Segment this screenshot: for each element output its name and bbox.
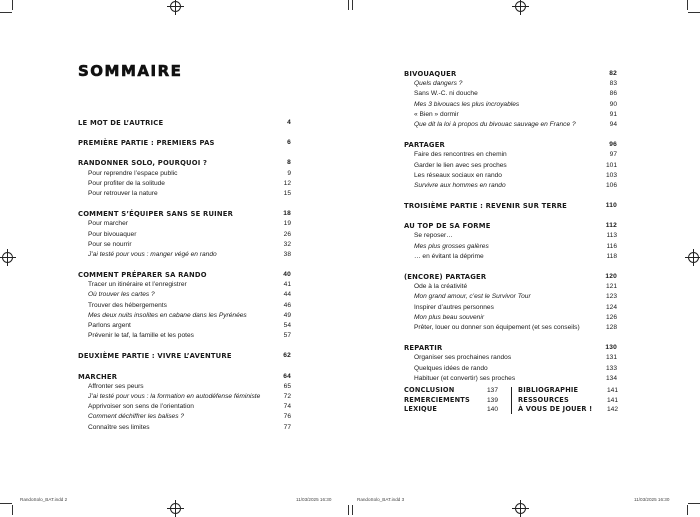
toc-entry-page-number: 8	[287, 159, 291, 167]
toc-entry-label: Quelques idées de rando	[414, 364, 488, 372]
toc-entry-page-number: 128	[605, 323, 617, 331]
toc-entry-page-number: 142	[606, 406, 618, 413]
toc-entry	[404, 110, 617, 120]
toc-entry-label: Habituer (et convertir) ses proches	[414, 374, 516, 382]
toc-entry	[78, 219, 291, 229]
toc-entry-label: Se reposer…	[414, 232, 453, 240]
toc-entry-label: REPARTIR	[404, 344, 443, 353]
toc-entry	[78, 230, 291, 240]
toc-entry-label: PREMIÈRE PARTIE : PREMIERS PAS	[78, 139, 215, 148]
toc-entry-label: À VOUS DE JOUER !	[518, 405, 593, 413]
back-matter-right	[518, 386, 618, 415]
toc-section-entry	[404, 140, 617, 150]
toc-entry-page-number: 19	[283, 220, 291, 228]
toc-entry	[78, 301, 291, 311]
toc-entry-page-number: 12	[283, 179, 291, 187]
toc-entry-page-number: 82	[609, 70, 617, 77]
toc-entry	[78, 290, 291, 300]
toc-entry	[404, 364, 617, 374]
toc-entry-page-number: 86	[609, 90, 617, 98]
slug-file-right: RandoSolo_BAT.indd 3	[357, 497, 405, 502]
toc-entry-page-number: 141	[606, 387, 618, 394]
toc-entry-page-number: 40	[283, 271, 291, 279]
toc-entry-page-number: 137	[486, 387, 498, 394]
toc-entry-label: LEXIQUE	[404, 405, 438, 413]
toc-entry-page-number: 116	[606, 242, 617, 250]
toc-entry	[404, 396, 498, 406]
toc-entry	[78, 311, 291, 321]
toc-entry	[404, 161, 617, 171]
toc-entry-page-number: 124	[605, 303, 617, 311]
toc-section-entry	[78, 118, 291, 128]
toc-entry-label: Tracer un itinéraire et l’enregistrer	[88, 281, 187, 289]
toc-entry-page-number: 26	[283, 230, 291, 238]
toc-entry-page-number: 134	[605, 374, 617, 382]
toc-entry	[78, 402, 291, 412]
toc-entry-page-number: 113	[606, 232, 617, 240]
toc-entry-label: Parlons argent	[88, 322, 131, 329]
toc-entry-label: Prêter, louer ou donner son équipement (et ses conseils)	[414, 323, 580, 331]
toc-entry	[404, 79, 617, 89]
toc-entry	[404, 282, 617, 292]
toc-entry-label: AU TOP DE SA FORME	[404, 222, 491, 231]
toc-entry	[78, 321, 291, 331]
toc-entry-label: Garder le lien avec ses proches	[414, 161, 507, 169]
toc-entry-page-number: 9	[287, 169, 291, 177]
toc-entry-page-number: 83	[609, 80, 617, 88]
page-title: SOMMAIRE	[78, 62, 183, 80]
slug-date-right: 11/03/2025 16:30	[634, 497, 670, 502]
toc-entry	[518, 396, 618, 406]
toc-entry	[78, 382, 291, 392]
toc-entry-page-number: 139	[486, 396, 498, 404]
toc-entry-label: « Bien » dormir	[414, 110, 459, 118]
toc-entry-label: Survivre aux hommes en rando	[414, 181, 506, 189]
toc-entry-label: BIVOUAQUER	[404, 70, 457, 78]
toc-entry	[78, 392, 291, 402]
toc-entry	[404, 231, 617, 241]
toc-left-column	[78, 118, 291, 433]
toc-entry	[404, 150, 617, 160]
toc-section-entry	[404, 69, 617, 79]
toc-entry	[404, 242, 617, 252]
toc-section-entry	[404, 343, 617, 353]
toc-entry-label: RANDONNER SOLO, POURQUOI ?	[78, 159, 208, 168]
toc-entry-label: … en évitant la déprime	[414, 252, 484, 260]
toc-entry	[404, 252, 617, 262]
toc-entry	[78, 169, 291, 179]
toc-entry	[78, 189, 291, 199]
toc-entry-label: J’ai testé pour vous : manger végé en rando	[88, 250, 217, 258]
toc-entry-label: J’ai testé pour vous : la formation en autodéfense féministe	[88, 392, 261, 400]
left-page	[0, 0, 350, 515]
toc-entry-page-number: 112	[605, 222, 617, 230]
slug-file-left: RandoSolo_BAT.indd 2	[20, 497, 68, 502]
toc-entry-page-number: 133	[605, 364, 617, 372]
toc-entry-page-number: 118	[606, 252, 617, 260]
slug-date-left: 11/03/2025 16:30	[296, 497, 332, 502]
toc-entry-page-number: 15	[283, 189, 291, 197]
toc-entry-page-number: 126	[605, 313, 617, 321]
toc-entry-page-number: 4	[287, 119, 291, 126]
toc-section-entry	[404, 221, 617, 231]
toc-entry-label: Pour profiter de la solitude	[88, 179, 165, 187]
toc-entry	[404, 100, 617, 110]
toc-entry-label: Faire des rencontres en chemin	[414, 151, 507, 159]
toc-entry-page-number: 106	[605, 181, 617, 189]
toc-entry-page-number: 46	[283, 301, 291, 309]
right-page	[350, 0, 700, 515]
toc-entry-label: REMERCIEMENTS	[404, 395, 470, 404]
toc-section-entry	[78, 372, 291, 382]
toc-entry-label: Mes 3 bivouacs les plus incroyables	[414, 100, 520, 108]
toc-entry	[518, 386, 618, 396]
toc-entry	[404, 120, 617, 130]
toc-entry	[78, 240, 291, 250]
toc-entry-label: Ode à la créativité	[414, 283, 468, 291]
toc-entry-page-number: 94	[609, 120, 617, 128]
toc-section-entry	[78, 270, 291, 280]
toc-entry-label: Sans W.-C. ni douche	[414, 90, 478, 98]
toc-entry-page-number: 90	[609, 100, 617, 108]
toc-entry	[404, 292, 617, 302]
back-matter-grid	[404, 386, 618, 416]
toc-entry	[78, 412, 291, 422]
toc-entry-page-number: 54	[283, 322, 291, 329]
toc-entry-label: Pour retrouver la nature	[88, 189, 158, 197]
toc-entry-label: Trouver des hébergements	[88, 301, 167, 309]
toc-entry	[78, 331, 291, 341]
toc-entry-page-number: 110	[605, 202, 617, 210]
toc-section-entry	[404, 201, 617, 211]
toc-entry	[404, 323, 617, 333]
toc-entry-page-number: 44	[283, 291, 291, 299]
toc-entry-label: Comment déchiffrer les balises ?	[88, 413, 185, 421]
toc-entry-page-number: 41	[283, 281, 291, 289]
toc-right-column	[404, 69, 617, 384]
toc-entry-label: Pour bivouaquer	[88, 230, 137, 238]
toc-entry-page-number: 62	[283, 352, 291, 360]
toc-entry-page-number: 49	[283, 311, 291, 319]
toc-entry-page-number: 65	[283, 382, 291, 390]
toc-entry-label: COMMENT PRÉPARER SA RANDO	[78, 271, 207, 280]
toc-entry	[404, 181, 617, 191]
toc-entry-page-number: 97	[609, 151, 617, 159]
toc-entry-label: Mon grand amour, c’est le Survivor Tour	[414, 293, 531, 301]
toc-section-entry	[78, 138, 291, 148]
toc-entry-page-number: 38	[283, 250, 291, 258]
toc-entry	[404, 386, 498, 396]
divider	[511, 387, 512, 414]
toc-entry-label: Organiser ses prochaines randos	[414, 354, 512, 362]
toc-entry-label: LE MOT DE L’AUTRICE	[78, 119, 164, 127]
toc-section-entry	[404, 272, 617, 282]
toc-entry-label: Pour reprendre l’espace public	[88, 169, 178, 177]
toc-entry	[78, 179, 291, 189]
toc-entry-page-number: 76	[283, 413, 291, 421]
toc-entry	[78, 280, 291, 290]
toc-entry-label: Les réseaux sociaux en rando	[414, 171, 502, 179]
toc-entry-page-number: 120	[605, 273, 617, 280]
toc-entry-label: CONCLUSION	[404, 386, 455, 394]
toc-entry-page-number: 101	[605, 161, 617, 169]
toc-section-entry	[78, 351, 291, 361]
toc-entry-page-number: 96	[609, 141, 617, 149]
toc-entry-label: Mes deux nuits insolites en cabane dans les Pyrénées	[88, 311, 247, 319]
toc-entry	[404, 89, 617, 99]
toc-section-entry	[78, 158, 291, 168]
toc-entry	[78, 423, 291, 433]
toc-entry-page-number: 91	[609, 110, 617, 118]
toc-entry-label: Affronter ses peurs	[88, 382, 144, 390]
toc-entry-page-number: 77	[283, 423, 291, 431]
toc-entry-label: Que dit la loi à propos du bivouac sauvage en France ?	[414, 120, 576, 128]
toc-entry	[78, 250, 291, 260]
toc-entry	[404, 353, 617, 363]
toc-entry-label: Connaître ses limites	[88, 423, 150, 431]
toc-entry	[404, 374, 617, 384]
toc-entry-label: Prévenir le taf, la famille et les potes	[88, 332, 194, 340]
toc-entry-label: (ENCORE) PARTAGER	[404, 273, 487, 281]
toc-entry-page-number: 121	[605, 283, 617, 291]
toc-entry-label: Mon plus beau souvenir	[414, 313, 485, 321]
toc-entry-page-number: 103	[605, 171, 617, 179]
toc-entry-label: COMMENT S’ÉQUIPER SANS SE RUINER	[78, 210, 234, 219]
toc-entry-label: MARCHER	[78, 372, 118, 381]
toc-entry-page-number: 123	[605, 293, 617, 301]
toc-entry	[404, 303, 617, 313]
toc-entry-page-number: 74	[283, 403, 291, 411]
toc-entry-page-number: 57	[283, 332, 291, 340]
toc-entry-page-number: 32	[283, 240, 291, 248]
toc-entry-page-number: 18	[283, 210, 291, 218]
toc-entry-label: Pour marcher	[88, 220, 128, 228]
toc-entry-label: BIBLIOGRAPHIE	[518, 386, 579, 394]
toc-entry-label: Pour se nourrir	[88, 240, 132, 248]
toc-entry	[518, 405, 618, 415]
back-matter-left	[404, 386, 498, 415]
toc-entry-label: DEUXIÈME PARTIE : VIVRE L’AVENTURE	[78, 352, 232, 361]
toc-section-entry	[78, 209, 291, 219]
toc-entry-label: PARTAGER	[404, 141, 445, 150]
toc-entry	[404, 405, 498, 415]
toc-entry-page-number: 130	[605, 344, 617, 352]
toc-entry-page-number: 6	[287, 139, 291, 147]
toc-entry	[404, 171, 617, 181]
toc-entry	[404, 313, 617, 323]
toc-entry-label: Où trouver les cartes ?	[88, 291, 155, 299]
toc-entry-label: Mes plus grosses galères	[414, 242, 489, 250]
toc-entry-page-number: 131	[605, 354, 617, 362]
toc-entry-label: TROISIÈME PARTIE : REVENIR SUR TERRE	[404, 202, 568, 211]
toc-entry-page-number: 64	[283, 372, 291, 380]
toc-entry-label: Apprivoiser son sens de l’orientation	[88, 403, 194, 411]
toc-entry-page-number: 140	[486, 406, 498, 413]
toc-entry-label: RESSOURCES	[518, 395, 569, 404]
toc-entry-label: Quels dangers ?	[414, 80, 463, 88]
toc-entry-label: Inspirer d’autres personnes	[414, 303, 494, 311]
toc-entry-page-number: 72	[283, 392, 291, 400]
toc-entry-page-number: 141	[606, 396, 618, 404]
